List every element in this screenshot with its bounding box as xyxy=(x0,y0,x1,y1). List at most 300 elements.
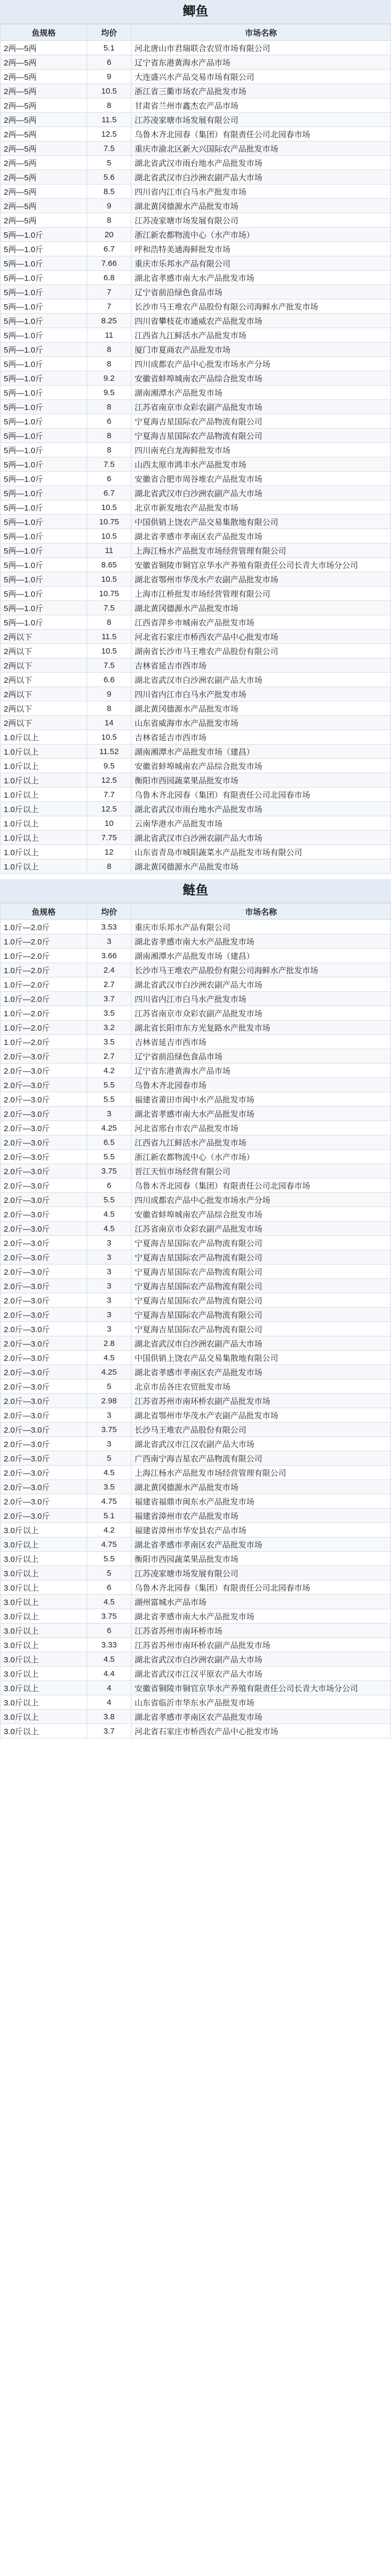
cell-market: 湖北省武汉市白沙洲农副产品大市场 xyxy=(131,486,391,500)
cell-price: 5 xyxy=(87,156,131,170)
cell-spec: 5两—1.0斤 xyxy=(1,429,87,443)
cell-price: 4.5 xyxy=(87,1595,131,1609)
cell-spec: 1.0斤—2.0斤 xyxy=(1,920,87,934)
cell-market: 甘肃省兰州市鑫杰农产品市场 xyxy=(131,98,391,113)
cell-price: 4.25 xyxy=(87,1121,131,1135)
table-row xyxy=(1,1308,391,1322)
cell-market: 安徽省铜陵市铜官京华水产养殖有限责任公司长青大市场分公司 xyxy=(131,1681,391,1695)
table-row xyxy=(1,1566,391,1580)
table-row xyxy=(1,457,391,472)
cell-market: 浙江新农都物流中心（水产市场） xyxy=(131,228,391,242)
cell-market: 四川省内江市白马水产批发市场 xyxy=(131,185,391,199)
table-row xyxy=(1,299,391,314)
cell-market: 浙江省三衢市场农产品批发市场 xyxy=(131,84,391,98)
cell-spec: 5两—1.0斤 xyxy=(1,587,87,601)
cell-spec: 5两—1.0斤 xyxy=(1,256,87,271)
cell-spec: 3.0斤以上 xyxy=(1,1624,87,1638)
cell-spec: 5两—1.0斤 xyxy=(1,543,87,558)
cell-price: 3 xyxy=(87,1265,131,1279)
cell-spec: 2.0斤—3.0斤 xyxy=(1,1509,87,1523)
cell-spec: 2.0斤—3.0斤 xyxy=(1,1078,87,1092)
cell-market: 四川省内江市白马水产批发市场 xyxy=(131,992,391,1006)
cell-market: 湖州富城水产品市场 xyxy=(131,1595,391,1609)
cell-spec: 3.0斤以上 xyxy=(1,1681,87,1695)
cell-spec: 5两—1.0斤 xyxy=(1,371,87,386)
cell-price: 3 xyxy=(87,1322,131,1336)
table-row xyxy=(1,314,391,328)
table-row xyxy=(1,1537,391,1552)
cell-spec: 1.0斤—2.0斤 xyxy=(1,1021,87,1035)
cell-spec: 1.0斤—2.0斤 xyxy=(1,1006,87,1021)
cell-spec: 5两—1.0斤 xyxy=(1,242,87,256)
cell-price: 3.33 xyxy=(87,1638,131,1652)
cell-price: 3 xyxy=(87,1293,131,1308)
cell-market: 湖北省孝感市孝南区农产品批发市场 xyxy=(131,1537,391,1552)
cell-price: 8 xyxy=(87,429,131,443)
table-row xyxy=(1,1107,391,1121)
cell-price: 6 xyxy=(87,472,131,486)
cell-spec: 1.0斤—2.0斤 xyxy=(1,977,87,992)
cell-price: 4.75 xyxy=(87,1494,131,1509)
cell-spec: 2两—5两 xyxy=(1,98,87,113)
cell-market: 湖南湘潭水产品批发市场 xyxy=(131,386,391,400)
table-row xyxy=(1,1595,391,1609)
cell-spec: 5两—1.0斤 xyxy=(1,386,87,400)
table-row xyxy=(1,1695,391,1710)
cell-market: 江苏省南京市众彩农副产品批发市场 xyxy=(131,1006,391,1021)
cell-spec: 5两—1.0斤 xyxy=(1,601,87,615)
cell-market: 吉林省延吉市西市场 xyxy=(131,1035,391,1049)
header-market: 市场名称 xyxy=(131,24,391,41)
cell-market: 上海江杨水产品批发市场经营管理有限公司 xyxy=(131,1466,391,1480)
cell-market: 湖北省孝感市南大水产品批发市场 xyxy=(131,934,391,949)
cell-price: 12.5 xyxy=(87,802,131,816)
cell-spec: 2.0斤—3.0斤 xyxy=(1,1193,87,1207)
cell-spec: 2.0斤—3.0斤 xyxy=(1,1279,87,1293)
cell-price: 9 xyxy=(87,199,131,213)
table-row xyxy=(1,472,391,486)
cell-market: 上海江杨水产品批发市场经营管理有限公司 xyxy=(131,543,391,558)
table-row xyxy=(1,701,391,716)
cell-spec: 2.0斤—3.0斤 xyxy=(1,1207,87,1222)
cell-price: 3 xyxy=(87,934,131,949)
cell-price: 4.25 xyxy=(87,1365,131,1379)
cell-market: 乌鲁木齐北园春（集团）有限责任公司北园春市场 xyxy=(131,1178,391,1193)
cell-market: 厦门市夏商农产品批发市场 xyxy=(131,342,391,357)
cell-market: 湖北省武汉市白沙洲农副产品大市场 xyxy=(131,170,391,185)
table-row xyxy=(1,1336,391,1351)
cell-price: 5.5 xyxy=(87,1092,131,1107)
cell-spec: 2两以下 xyxy=(1,673,87,687)
cell-spec: 2两—5两 xyxy=(1,170,87,185)
cell-market: 广西南宁海吉星农产品物流有限公司 xyxy=(131,1451,391,1466)
cell-market: 湖北省长阳市东方光复路水产批发市场 xyxy=(131,1021,391,1035)
cell-market: 山东省临沂市华东水产品批发市场 xyxy=(131,1695,391,1710)
cell-market: 福建省莆田市闽中水产品批发市场 xyxy=(131,1092,391,1107)
cell-price: 9.5 xyxy=(87,386,131,400)
cell-price: 8 xyxy=(87,859,131,874)
cell-price: 8 xyxy=(87,400,131,414)
header-price: 均价 xyxy=(87,24,131,41)
cell-market: 四川成都农产品中心批发市场水产分场 xyxy=(131,357,391,371)
table-row xyxy=(1,859,391,874)
cell-spec: 1.0斤以上 xyxy=(1,802,87,816)
table-row xyxy=(1,673,391,687)
cell-price: 8 xyxy=(87,701,131,716)
cell-spec: 2.0斤—3.0斤 xyxy=(1,1222,87,1236)
cell-market: 湖北省孝感市孝南区农产品批发市场 xyxy=(131,529,391,543)
table-row xyxy=(1,55,391,70)
cell-spec: 5两—1.0斤 xyxy=(1,414,87,429)
cell-market: 乌鲁木齐北园春市场 xyxy=(131,1078,391,1092)
cell-spec: 2.0斤—3.0斤 xyxy=(1,1351,87,1365)
cell-price: 10.75 xyxy=(87,515,131,529)
table-row xyxy=(1,572,391,587)
table-row xyxy=(1,1408,391,1423)
table-row xyxy=(1,170,391,185)
cell-price: 9 xyxy=(87,70,131,84)
cell-market: 安徽省蚌埠城南农产品综合批发市场 xyxy=(131,1207,391,1222)
cell-spec: 2.0斤—3.0斤 xyxy=(1,1322,87,1336)
cell-price: 7.5 xyxy=(87,141,131,156)
cell-price: 6.7 xyxy=(87,242,131,256)
cell-spec: 5两—1.0斤 xyxy=(1,472,87,486)
cell-spec: 1.0斤以上 xyxy=(1,845,87,859)
cell-market: 安徽省铜陵市铜官京华水产养殖有限责任公司长青大市场分公司 xyxy=(131,558,391,572)
cell-market: 大连盛兴水产品交易市场有限公司 xyxy=(131,70,391,84)
cell-price: 4.75 xyxy=(87,1537,131,1552)
cell-price: 10.5 xyxy=(87,84,131,98)
table-row xyxy=(1,1035,391,1049)
cell-spec: 1.0斤以上 xyxy=(1,831,87,845)
table-row xyxy=(1,1222,391,1236)
cell-market: 晋江天恒市场经营有限公司 xyxy=(131,1164,391,1178)
cell-spec: 2.0斤—3.0斤 xyxy=(1,1049,87,1064)
table-row xyxy=(1,745,391,759)
table-row xyxy=(1,1724,391,1738)
cell-spec: 2两以下 xyxy=(1,658,87,673)
cell-market: 北京市岳各庄农贸批发市场 xyxy=(131,1379,391,1394)
cell-price: 5.5 xyxy=(87,1150,131,1164)
cell-price: 5 xyxy=(87,1566,131,1580)
cell-market: 乌鲁木齐北园春（集团）有限责任公司北园春市场 xyxy=(131,788,391,802)
cell-market: 北京市新发地农产品批发市场 xyxy=(131,500,391,515)
table-row xyxy=(1,1351,391,1365)
table-row xyxy=(1,1451,391,1466)
cell-price: 14 xyxy=(87,716,131,730)
cell-market: 山西太原市鸿丰水产品批发市场 xyxy=(131,457,391,472)
cell-market: 宁夏海吉星国际农产品物流有限公司 xyxy=(131,1308,391,1322)
cell-price: 7 xyxy=(87,299,131,314)
table-row xyxy=(1,759,391,773)
cell-spec: 2.0斤—3.0斤 xyxy=(1,1250,87,1265)
cell-market: 长沙马王堆农产品股份有限公司 xyxy=(131,1423,391,1437)
cell-market: 衡阳市西园蔬菜果品批发市场 xyxy=(131,773,391,788)
cell-spec: 1.0斤—2.0斤 xyxy=(1,992,87,1006)
cell-price: 3.53 xyxy=(87,920,131,934)
table-row xyxy=(1,371,391,386)
cell-price: 4.5 xyxy=(87,1652,131,1667)
table-row xyxy=(1,113,391,127)
table-row xyxy=(1,213,391,228)
cell-price: 5 xyxy=(87,1451,131,1466)
cell-market: 中国供销上饶农产品交易集散地有限公司 xyxy=(131,515,391,529)
cell-spec: 5两—1.0斤 xyxy=(1,572,87,587)
cell-market: 湖北省孝感市孝南区农产品批发市场 xyxy=(131,1710,391,1724)
table-row xyxy=(1,386,391,400)
cell-market: 山东省青岛市城阳蔬菜水产品批发市场有限公司 xyxy=(131,845,391,859)
cell-price: 9 xyxy=(87,687,131,701)
table-row xyxy=(1,1078,391,1092)
table-row xyxy=(1,271,391,285)
cell-price: 12.5 xyxy=(87,127,131,141)
header-spec: 鱼规格 xyxy=(1,24,87,41)
table-row xyxy=(1,1365,391,1379)
cell-spec: 5两—1.0斤 xyxy=(1,228,87,242)
cell-price: 2.98 xyxy=(87,1394,131,1408)
cell-spec: 3.0斤以上 xyxy=(1,1595,87,1609)
cell-market: 湖北黄冈德源水产品批发市场 xyxy=(131,859,391,874)
cell-market: 河北省石家庄市桥西农产品中心批发市场 xyxy=(131,630,391,644)
cell-price: 4.5 xyxy=(87,1351,131,1365)
table-row xyxy=(1,992,391,1006)
cell-market: 湖南湘潭水产品批发市场（建昌） xyxy=(131,745,391,759)
cell-price: 6 xyxy=(87,55,131,70)
table-row xyxy=(1,1006,391,1021)
cell-market: 吉林省延吉市西市场 xyxy=(131,658,391,673)
table-row xyxy=(1,1207,391,1222)
cell-market: 宁夏海吉星国际农产品物流有限公司 xyxy=(131,414,391,429)
cell-price: 3.5 xyxy=(87,1035,131,1049)
cell-market: 宁夏海吉星国际农产品物流有限公司 xyxy=(131,429,391,443)
table-row xyxy=(1,256,391,271)
cell-spec: 2两—5两 xyxy=(1,127,87,141)
table-row xyxy=(1,1509,391,1523)
table-row xyxy=(1,788,391,802)
cell-price: 9.2 xyxy=(87,371,131,386)
cell-spec: 1.0斤—2.0斤 xyxy=(1,949,87,963)
table-row xyxy=(1,1466,391,1480)
cell-spec: 2.0斤—3.0斤 xyxy=(1,1466,87,1480)
table-row xyxy=(1,414,391,429)
table-row xyxy=(1,1178,391,1193)
cell-spec: 5两—1.0斤 xyxy=(1,529,87,543)
table-row xyxy=(1,1121,391,1135)
cell-price: 6.8 xyxy=(87,271,131,285)
cell-spec: 2两以下 xyxy=(1,701,87,716)
cell-market: 重庆市乐邦水产品有限公司 xyxy=(131,256,391,271)
cell-spec: 5两—1.0斤 xyxy=(1,342,87,357)
cell-spec: 2两—5两 xyxy=(1,185,87,199)
cell-price: 8.65 xyxy=(87,558,131,572)
cell-spec: 1.0斤—2.0斤 xyxy=(1,963,87,977)
cell-price: 8 xyxy=(87,342,131,357)
table-row xyxy=(1,400,391,414)
cell-price: 3 xyxy=(87,1279,131,1293)
cell-spec: 2.0斤—3.0斤 xyxy=(1,1064,87,1078)
cell-market: 湖北省武汉市白沙洲农副产品大市场 xyxy=(131,673,391,687)
table-row xyxy=(1,98,391,113)
cell-price: 7 xyxy=(87,285,131,299)
cell-price: 5.5 xyxy=(87,1552,131,1566)
cell-market: 湖北黄冈德源水产品批发市场 xyxy=(131,601,391,615)
cell-price: 10 xyxy=(87,816,131,831)
cell-market: 河北唐山市君瑞联合农贸市场有限公司 xyxy=(131,41,391,55)
cell-price: 10.75 xyxy=(87,587,131,601)
cell-market: 安徽省合肥市周谷堆农产品批发市场 xyxy=(131,472,391,486)
table-row xyxy=(1,84,391,98)
cell-market: 宁夏海吉星国际农产品物流有限公司 xyxy=(131,1322,391,1336)
price-table xyxy=(0,24,391,874)
cell-spec: 2两—5两 xyxy=(1,213,87,228)
cell-spec: 2两—5两 xyxy=(1,141,87,156)
table-row xyxy=(1,342,391,357)
cell-spec: 2两—5两 xyxy=(1,55,87,70)
table-header-row xyxy=(1,24,391,41)
cell-spec: 2.0斤—3.0斤 xyxy=(1,1293,87,1308)
cell-spec: 2.0斤—3.0斤 xyxy=(1,1423,87,1437)
cell-spec: 1.0斤—2.0斤 xyxy=(1,1035,87,1049)
cell-spec: 2两—5两 xyxy=(1,113,87,127)
cell-price: 6.7 xyxy=(87,486,131,500)
cell-spec: 2.0斤—3.0斤 xyxy=(1,1107,87,1121)
cell-market: 上海市江桥批发市场经营管理有限公司 xyxy=(131,587,391,601)
cell-price: 2.7 xyxy=(87,977,131,992)
table-row xyxy=(1,242,391,256)
table-row xyxy=(1,1279,391,1293)
cell-spec: 3.0斤以上 xyxy=(1,1695,87,1710)
cell-market: 湖北省孝感市孝南区农产品批发市场 xyxy=(131,1365,391,1379)
cell-price: 5.1 xyxy=(87,41,131,55)
table-row xyxy=(1,716,391,730)
cell-price: 10.5 xyxy=(87,572,131,587)
cell-spec: 5两—1.0斤 xyxy=(1,285,87,299)
cell-price: 4 xyxy=(87,1681,131,1695)
cell-market: 浙江新农都物流中心（水产市场） xyxy=(131,1150,391,1164)
cell-spec: 5两—1.0斤 xyxy=(1,486,87,500)
cell-market: 江苏凌家塘市场发展有限公司 xyxy=(131,1566,391,1580)
cell-market: 乌鲁木齐北园春（集团）有限责任公司北园春市场 xyxy=(131,1580,391,1595)
table-row xyxy=(1,285,391,299)
cell-spec: 3.0斤以上 xyxy=(1,1609,87,1624)
cell-price: 4.2 xyxy=(87,1064,131,1078)
cell-price: 7.5 xyxy=(87,457,131,472)
cell-market: 安徽省蚌埠城南农产品综合批发市场 xyxy=(131,371,391,386)
cell-price: 5.5 xyxy=(87,1078,131,1092)
cell-price: 6 xyxy=(87,1178,131,1193)
cell-spec: 2.0斤—3.0斤 xyxy=(1,1451,87,1466)
fish-section xyxy=(0,0,391,874)
cell-price: 11 xyxy=(87,328,131,342)
cell-market: 福建省漳州市华安县农产品市场 xyxy=(131,1523,391,1537)
cell-price: 3.75 xyxy=(87,1164,131,1178)
cell-market: 江苏省南京市众彩农副产品批发市场 xyxy=(131,400,391,414)
cell-market: 湖北省孝感市南大水产品批发市场 xyxy=(131,1107,391,1121)
cell-market: 湖南湘潭水产品批发市场（建昌） xyxy=(131,949,391,963)
cell-price: 3 xyxy=(87,1437,131,1451)
cell-spec: 2两以下 xyxy=(1,630,87,644)
cell-market: 江西省九江鲜活水产品批发市场 xyxy=(131,1135,391,1150)
table-row xyxy=(1,1293,391,1308)
cell-spec: 5两—1.0斤 xyxy=(1,299,87,314)
cell-price: 5.1 xyxy=(87,1509,131,1523)
cell-market: 湖北省孝感市南大水产品批发市场 xyxy=(131,1609,391,1624)
cell-spec: 2两以下 xyxy=(1,716,87,730)
cell-spec: 5两—1.0斤 xyxy=(1,443,87,457)
cell-price: 8 xyxy=(87,615,131,630)
cell-price: 2.8 xyxy=(87,1336,131,1351)
table-row xyxy=(1,644,391,658)
cell-spec: 1.0斤以上 xyxy=(1,759,87,773)
cell-price: 10.5 xyxy=(87,730,131,745)
cell-spec: 3.0斤以上 xyxy=(1,1580,87,1595)
table-row xyxy=(1,357,391,371)
cell-spec: 2.0斤—3.0斤 xyxy=(1,1150,87,1164)
table-row xyxy=(1,1609,391,1624)
cell-market: 四川省内江市白马水产批发市场 xyxy=(131,687,391,701)
table-row xyxy=(1,515,391,529)
cell-market: 宁夏海吉星国际农产品物流有限公司 xyxy=(131,1279,391,1293)
table-header-row xyxy=(1,904,391,920)
table-row xyxy=(1,1322,391,1336)
cell-market: 湖北省武汉市白沙洲农副产品大市场 xyxy=(131,831,391,845)
cell-price: 3.5 xyxy=(87,1480,131,1494)
cell-price: 8.25 xyxy=(87,314,131,328)
table-row xyxy=(1,1652,391,1667)
cell-spec: 2.0斤—3.0斤 xyxy=(1,1265,87,1279)
table-row xyxy=(1,977,391,992)
cell-spec: 5两—1.0斤 xyxy=(1,271,87,285)
cell-price: 3 xyxy=(87,1236,131,1250)
cell-spec: 2.0斤—3.0斤 xyxy=(1,1135,87,1150)
table-row xyxy=(1,558,391,572)
cell-spec: 3.0斤以上 xyxy=(1,1523,87,1537)
table-row xyxy=(1,1394,391,1408)
cell-price: 7.5 xyxy=(87,658,131,673)
table-row xyxy=(1,1064,391,1078)
cell-price: 3.75 xyxy=(87,1609,131,1624)
cell-spec: 1.0斤以上 xyxy=(1,730,87,745)
cell-price: 6 xyxy=(87,1624,131,1638)
cell-market: 长沙市马王堆农产品股份有限公司海鲜水产批发市场 xyxy=(131,963,391,977)
cell-price: 11.5 xyxy=(87,113,131,127)
table-row xyxy=(1,601,391,615)
table-row xyxy=(1,1494,391,1509)
cell-market: 辽宁省前沿绿色食品市场 xyxy=(131,1049,391,1064)
cell-price: 4.5 xyxy=(87,1222,131,1236)
cell-market: 湖北黄冈德源水产品批发市场 xyxy=(131,701,391,716)
cell-spec: 2两—5两 xyxy=(1,156,87,170)
cell-spec: 2.0斤—3.0斤 xyxy=(1,1308,87,1322)
cell-price: 3.7 xyxy=(87,1724,131,1738)
cell-market: 宁夏海吉星国际农产品物流有限公司 xyxy=(131,1236,391,1250)
header-price: 均价 xyxy=(87,904,131,920)
cell-market: 江苏省苏州市南环桥农副产品批发市场 xyxy=(131,1394,391,1408)
cell-market: 四川省攀枝花市通威农产品批发市场 xyxy=(131,314,391,328)
cell-market: 湖北省武汉市白沙洲农副产品大市场 xyxy=(131,1652,391,1667)
table-row xyxy=(1,1265,391,1279)
cell-spec: 1.0斤以上 xyxy=(1,773,87,788)
cell-market: 江苏省苏州市南环桥市场 xyxy=(131,1624,391,1638)
cell-price: 9.5 xyxy=(87,759,131,773)
table-row xyxy=(1,845,391,859)
cell-market: 辽宁省东港黄海水产品市场 xyxy=(131,55,391,70)
cell-market: 江苏省苏州市南环桥农副产品批发市场 xyxy=(131,1638,391,1652)
cell-price: 7.66 xyxy=(87,256,131,271)
cell-spec: 5两—1.0斤 xyxy=(1,357,87,371)
table-row xyxy=(1,615,391,630)
table-row xyxy=(1,687,391,701)
